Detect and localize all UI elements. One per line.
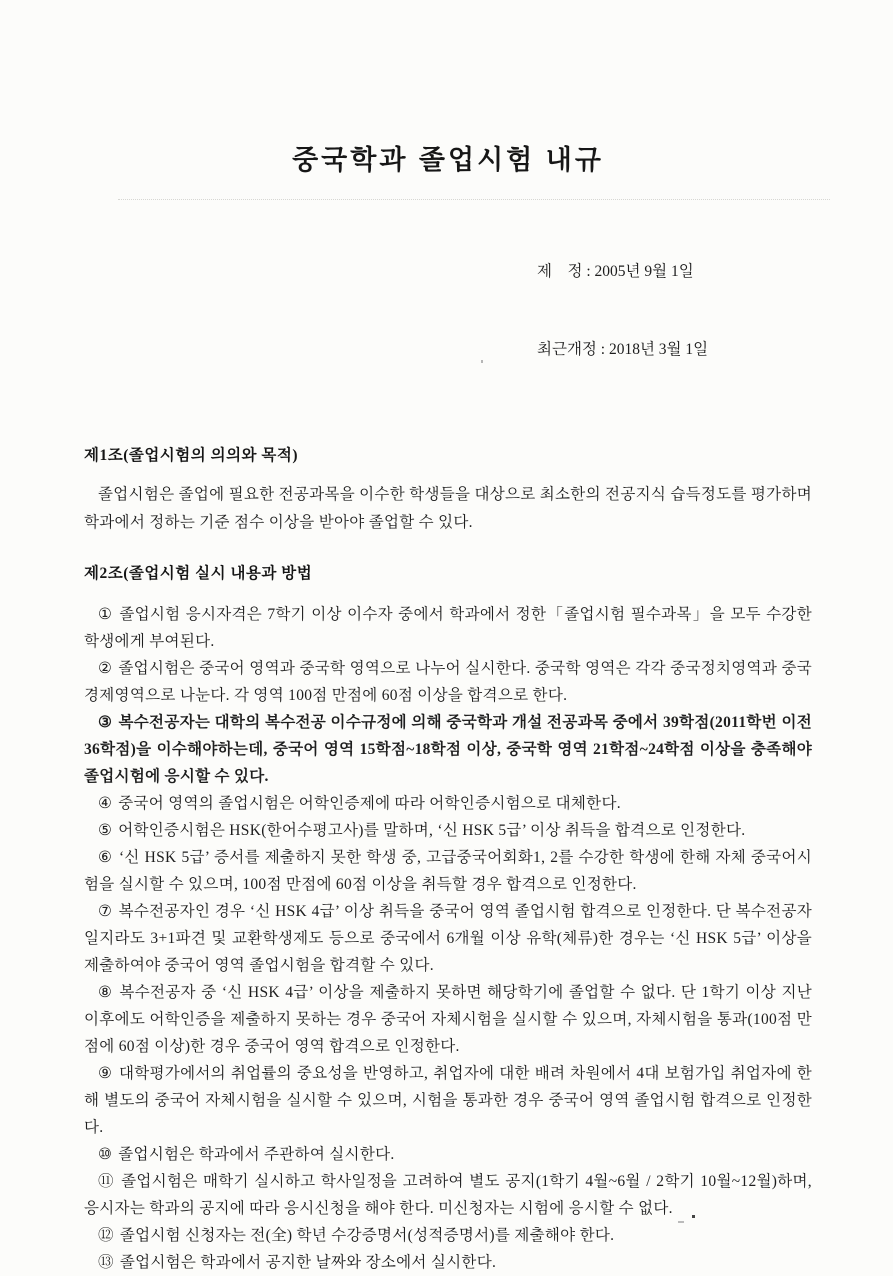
scan-artifact-speck [678,1221,684,1223]
item-text: 복수전공자 중 ‘신 HSK 4급’ 이상을 제출하지 못하면 해당학기에 졸업할 수 없다. 단 1학기 이상 지난 이후에도 어학인증을 제출하지 못하는 경우 중국어 자체시험을 실시할 수 있으며, 자체시험을 통과(100점 만점에 60점 이상)한 경우 중국어 영역 합격으로 인정한다. [84,984,812,1056]
item-number: ⑫ [98,1227,114,1245]
item-number: ⑬ [98,1254,114,1272]
item-text: 졸업시험 신청자는 전(全) 학년 수강증명서(성적증명서)를 제출해야 한다. [119,1227,615,1245]
article2-heading: 제2조(졸업시험 실시 내용과 방법 [84,565,313,583]
article1-body: 졸업시험은 졸업에 필요한 전공과목을 이수한 학생들을 대상으로 최소한의 전공지식 습득정도를 평가하며 학과에서 정하는 기준 점수 이상을 받아야 졸업할 수 있다. [84,486,812,532]
item-text: 졸업시험은 학과에서 주관하여 실시한다. [118,1146,395,1164]
scan-artifact-speck [481,360,483,363]
article2-item [84,844,812,898]
item-number: ④ [98,795,113,813]
article1-heading: 제1조(졸업시험의 의의와 목적) [84,447,299,465]
item-number: ⑦ [98,903,113,921]
item-number: ③ [98,714,113,732]
item-text: 복수전공자인 경우 ‘신 HSK 4급’ 이상 취득을 중국어 영역 졸업시험 합격으로 인정한다. 단 복수전공자일지라도 3+1파견 및 교환학생제도 등으로 중국에서 6개월 이상 유학(체류)한 경우는 ‘신 HSK 5급’ 이상을 제출하여야 중국어 영역 졸업시험을 합격할 수 있다. [84,903,812,975]
article2-item [84,1141,812,1168]
item-text: ‘신 HSK 5급’ 증서를 제출하지 못한 학생 중, 고급중국어회화1, 2를 수강한 학생에 한해 자체 중국어시험을 실시할 수 있으며, 100점 만점에 60점 이상을 취득할 경우 합격으로 인정한다. [84,849,812,894]
enacted-date-line: 제 정 : 2005년 9월 1일 [537,263,694,281]
document-title: 중국학과 졸업시험 내규 [292,145,604,176]
item-number: ⑨ [98,1065,113,1083]
article2-item [84,898,812,979]
item-number: ⑤ [98,822,113,840]
item-number: ⑧ [98,984,114,1002]
item-text: 중국어 영역의 졸업시험은 어학인증제에 따라 어학인증시험으로 대체한다. [118,795,621,813]
item-number: ① [98,606,114,624]
article2-item [84,979,812,1060]
article2-item [84,1222,812,1249]
item-text: 대학평가에서의 취업률의 중요성을 반영하고, 취업자에 대한 배려 차원에서 4대 보험가입 취업자에 한해 별도의 중국어 자체시험을 실시할 수 있으며, 시험을 통과한 경우 중국어 영역 졸업시험 합격으로 인정한다. [84,1065,812,1137]
scan-artifact-dotted-line [118,199,830,200]
item-text: 졸업시험은 중국어 영역과 중국학 영역으로 나누어 실시한다. 중국학 영역은 각각 중국정치영역과 중국경제영역으로 나눈다. 각 영역 100점 만점에 60점 이상을 합격으로 한다. [84,660,812,705]
article2-item [84,1168,812,1222]
article2-item [84,1060,812,1141]
revised-date-line: 최근개정 : 2018년 3월 1일 [537,341,709,359]
article2-item [84,1249,812,1276]
item-number: ② [98,660,113,678]
article2-item [84,655,812,709]
item-text: 졸업시험은 학과에서 공지한 날짜와 장소에서 실시한다. [119,1254,497,1272]
item-text: 어학인증시험은 HSK(한어수평고사)를 말하며, ‘신 HSK 5급’ 이상 취득을 합격으로 인정한다. [118,822,746,840]
article2-item [84,709,812,790]
item-number: ⑥ [98,849,113,867]
item-number: ⑩ [98,1146,113,1164]
article2-item-list [84,601,812,1276]
item-text: 졸업시험은 매학기 실시하고 학사일정을 고려하여 별도 공지(1학기 4월~6월 / 2학기 10월~12월)하며, 응시자는 학과의 공지에 따라 응시신청을 해야 한다. 미신청자는 시험에 응시할 수 없다. [84,1173,812,1218]
article2-item [84,601,812,655]
article2-item [84,790,812,817]
item-text: 졸업시험 응시자격은 7학기 이상 이수자 중에서 학과에서 정한「졸업시험 필수과목」을 모두 수강한 학생에게 부여된다. [84,606,812,651]
article2-item [84,817,812,844]
revision-meta [537,207,812,415]
item-number: ⑪ [98,1173,116,1191]
item-text: 복수전공자는 대학의 복수전공 이수규정에 의해 중국학과 개설 전공과목 중에서 39학점(2011학번 이전 36학점)을 이수해야하는데, 중국어 영역 15학점~18학점 이상, 중국학 영역 21학점~24학점 이상을 충족해야 졸업시험에 응시할 수 있다. [84,714,812,786]
scan-artifact-speck [692,1215,695,1218]
